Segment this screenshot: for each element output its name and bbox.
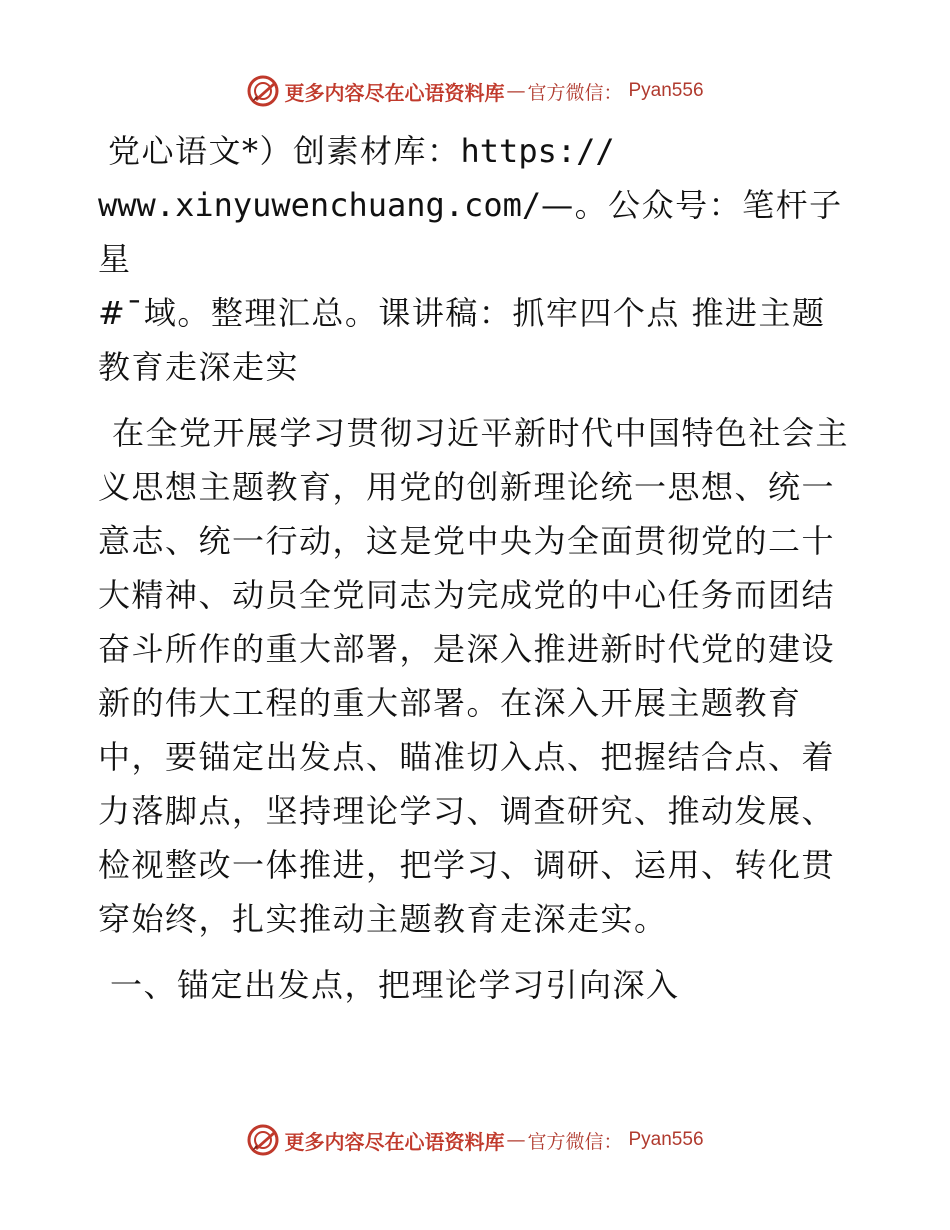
- watermark-sub: 官方微信：: [527, 1130, 623, 1153]
- title-line-4: 教育走深走实: [98, 348, 300, 386]
- title-line-1-b: https://: [460, 132, 615, 170]
- section-heading-1: 一、锚定出发点，把理论学习引向深入: [110, 966, 680, 1004]
- title-line-2-b: —。公众号：笔杆子星: [98, 186, 843, 278]
- watermark-separator: —: [506, 1129, 526, 1151]
- title-line-2: [98, 178, 850, 286]
- watermark-sub: 官方微信：: [527, 81, 623, 104]
- title-line-2-a: www.xinyuwenchuang.com/: [98, 186, 542, 224]
- brand-logo-icon: [246, 1123, 280, 1157]
- title-line-3: #¯域。整理汇总。课讲稿：抓牢四个点 推进主题: [98, 294, 826, 332]
- header-watermark: [0, 71, 950, 111]
- title-line-1-a: 党心语文*）创素材库：: [108, 132, 461, 170]
- watermark-text: 更多内容尽在心语资料库: [284, 80, 505, 105]
- footer-watermark: [0, 1120, 950, 1160]
- watermark-separator: —: [506, 80, 526, 102]
- document-title: [98, 124, 850, 394]
- watermark-id: Pyan556: [628, 1129, 704, 1150]
- document-body: [98, 124, 850, 1012]
- watermark-id: Pyan556: [628, 80, 704, 101]
- brand-logo-icon: [246, 74, 280, 108]
- title-line-1: [98, 124, 850, 178]
- watermark-text: 更多内容尽在心语资料库: [284, 1129, 505, 1154]
- intro-paragraph: 在全党开展学习贯彻习近平新时代中国特色社会主义思想主题教育，用党的创新理论统一思想、统一意志、统一行动，这是党中央为全面贯彻党的二十大精神、动员全党同志为完成党的中心任务而团结奋斗所作的重大部署，是深入推进新时代党的建设新的伟大工程的重大部署。在深入开展主题教育中，要锚定出发点、瞄准切入点、把握结合点、着力落脚点，坚持理论学习、调查研究、推动发展、检视整改一体推进，把学习、调研、运用、转化贯穿始终，扎实推动主题教育走深走实。: [98, 414, 850, 938]
